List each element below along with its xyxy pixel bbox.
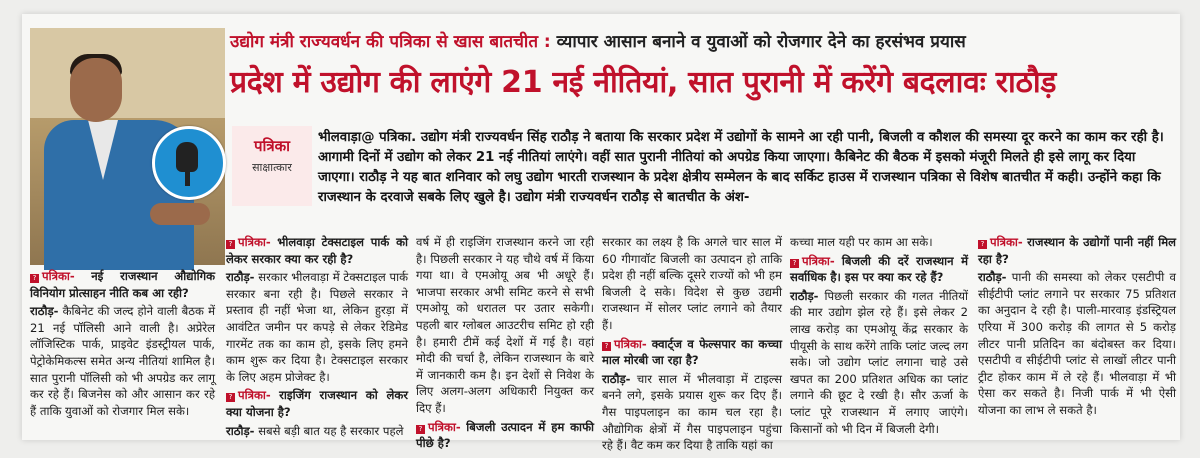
question (790, 253, 968, 286)
answer (978, 269, 1176, 418)
question-label: पत्रिका- (238, 235, 271, 249)
kicker-red: उद्योग मंत्री राज्यवर्धन की पत्रिका से खास बातचीत : (230, 32, 551, 52)
question (30, 268, 215, 301)
answer-text: कैबिनेट की जल्द होने वाली बैठक में 21 नई पॉलिसी आने वाली है। अप्रेरेल लॉजिस्टिक पार्क, प्राइवेट इंडस्ट्रीयल पार्क, पेट्रोकेमिकल्स समेत अन्य नीतियां शामिल है। सात पुरानी पॉलिसी को भी अपग्रेड कर लागू कर रहे हैं। बिजनेस को और आसान कर रहे हैं ताकि युवाओं को रोजगार मिल सके। (30, 304, 215, 418)
intro-paragraph (318, 128, 1174, 228)
column-2 (226, 232, 408, 437)
intro-text: उद्योग मंत्री राज्यवर्धन सिंह राठौड़ ने बताया कि सरकार प्रदेश में उद्योगों के सामने आ रही पानी, बिजली व कौशल की समस्या दूर करने का काम कर रही है। आगामी दिनों में उद्योग को लेकर 21 नई नीतियां लाएंगे। वहीं सात पुरानी नीतियां को अपग्रेड किया जाएगा। कैबिनेट की बैठक में इसको मंजूरी मिलते ही इसे लागू कर दिया जाएगा। राठौड़ ने यह बात शनिवार को लघु उद्योग भारती राजस्थान के प्रदेश क्षेत्रीय सम्मेलन के बाद सर्किट हाउस में राजस्थान पत्रिका से विशेष बातचीत में कही। उन्होंने कहा कि राजस्थान के दरवाजे सबके लिए खुले है। उद्योग मंत्री राज्यवर्धन राठौड़ से बातचीत के अंश- (318, 130, 1164, 205)
qa-columns (30, 232, 1177, 453)
question-label: पत्रिका- (802, 253, 835, 268)
question-text: बिजली उत्पादन में हम काफी पीछे है? (416, 419, 595, 451)
question-text: क्वार्ट्ज व फेल्सपार का कच्चा माल मोरबी जा रहा है? (602, 336, 783, 368)
question-marker-icon: ? (416, 425, 425, 434)
answer (790, 288, 968, 437)
badge-subtitle: साक्षात्कार (252, 161, 292, 174)
interview-badge (152, 124, 234, 204)
answer (226, 269, 408, 385)
answer-text: पिछली सरकार की गलत नीतियों की मार उद्योग झेल रहे हैं। इसे लेकर 2 लाख करोड़ का एमओयू केंद्र सरकार के पीयूसी के साथ करेंगे ताकि प्लांट जल्द लग सके। जो उद्योग प्लांट लगाना चाहे उसे खपत का 200 प्रतिशत अधिक का प्लांट लगाने की छूट दे रखी है। सौर ऊर्जा के प्लांट पूरे राजस्थान में लगाए जाएंगे। किसानों को भी दिन में बिजली देगी। (790, 288, 969, 436)
kicker-black: व्यापार आसान बनाने व युवाओं को रोजगार देने का हरसंभव प्रयास (556, 32, 966, 52)
question-label: पत्रिका- (428, 419, 461, 434)
answer-label: राठौड़- (978, 270, 1007, 285)
answer-label: राठौड़- (790, 288, 819, 303)
question-text: नई राजस्थान औद्योगिक विनियोग प्रोत्साहन नीति कब आ रही? (30, 269, 216, 300)
microphone-icon (176, 142, 198, 172)
column-5 (790, 232, 968, 437)
question-marker-icon: ? (790, 259, 799, 268)
question-text: भीलवाड़ा टेक्सटाइल पार्क को लेकर सरकार क्या कर रही है? (226, 235, 409, 266)
kicker-line (230, 28, 1170, 56)
question-marker-icon: ? (226, 240, 235, 249)
headline: प्रदेश में उद्योग की लाएंगे 21 नई नीतियां, सात पुरानी में करेंगे बदलावः राठौड़ (230, 65, 1057, 100)
column-1 (30, 266, 215, 438)
question-label: पत्रिका- (42, 269, 75, 283)
answer-label: राठौड़- (30, 304, 59, 319)
question-marker-icon: ? (30, 274, 39, 283)
question (416, 419, 594, 452)
question-text: राइजिंग राजस्थान को लेकर क्या योजना है? (226, 388, 408, 419)
dateline: भीलवाड़ा@ पत्रिका. (318, 130, 417, 145)
column-4 (602, 232, 783, 453)
answer-continued: सरकार का लक्ष्य है कि अगले चार साल में 60 गीगावॉट बिजली का उत्पादन हो ताकि प्रदेश ही नहीं बल्कि दूसरे राज्यों को भी हम बिजली दे सके। विदेश से कुछ उद्यमी राजस्थान में सोलर प्लांट लगाने को तैयार हैं। (602, 235, 782, 332)
answer-label: राठौड़- (602, 371, 631, 386)
question-label: पत्रिका- (238, 388, 271, 403)
question-text: बिजली की दरें राजस्थान में सर्वाधिक है। इस पर क्या कर रहे हैं? (790, 253, 968, 285)
answer-text: चार साल में भीलवाड़ा में टाइल्स बनने लगे, इसके प्रयास शुरू कर दिए हैं। गैस पाइपलाइन का काम चल रहा है। औद्योगिक क्षेत्रों में गैस पाइपलाइन पहुंचा रहे हैं। वैट कम कर दिया है ताकि यहां का (602, 371, 782, 453)
column-3 (416, 232, 595, 451)
newspaper-clipping (22, 14, 1180, 453)
badge-title: पत्रिका (253, 137, 291, 155)
answer-continued: कच्चा माल यही पर काम आ सके। (790, 235, 933, 249)
answer-text: पानी की समस्या को लेकर एसटीपी व सीईटीपी प्लांट लगाने पर सरकार 75 प्रतिशत का अनुदान दे रही है। पाली-मारवाड़ इंडस्ट्रियल एरिया में 300 करोड़ की लागत से 5 करोड़ लीटर पानी प्रतिदिन का बंदोबस्त कर दिया। एसटीपी व सीईटीपी प्लांट से लाखों लीटर पानी ट्रीट होकर काम में ले रहे हैं। भीलवाड़ा में भी ऐसा कर सकते है। निजी पार्क में भी ऐसी योजना का लाभ ले सकते है। (978, 270, 1176, 417)
column-6 (978, 232, 1176, 437)
badge-label (232, 126, 312, 206)
question-marker-icon: ? (226, 393, 235, 402)
answer-text: सबसे बड़ी बात यह है सरकार पहले (258, 423, 404, 438)
answer (30, 303, 215, 419)
question (602, 336, 782, 369)
photo-hand (150, 203, 210, 225)
answer (602, 371, 782, 454)
answer (226, 423, 408, 440)
question-marker-icon: ? (978, 240, 987, 249)
question (226, 234, 408, 267)
answer-label: राठौड़- (226, 423, 255, 438)
photo-background (30, 28, 225, 118)
question-label: पत्रिका- (614, 336, 647, 351)
question (978, 234, 1176, 267)
question-label: पत्रिका- (990, 235, 1023, 249)
question-marker-icon: ? (602, 342, 611, 351)
answer-text: सरकार भीलवाड़ा में टेक्सटाइल पार्क सरकार बना रही है। पिछले सरकार ने प्रस्ताव ही नहीं भेजा था, लेकिन हुरड़ा में आवंटित जमीन पर कपड़े से लेकर रेडिमेड गारमेंट तक का काम हो, इसके लिए हमने काम शुरू कर दिया है। टेक्सटाइल सरकार के लिए अहम प्रोजेक्ट है। (226, 270, 408, 384)
question (226, 387, 408, 420)
answer-label: राठौड़- (226, 270, 255, 285)
photo-face (70, 58, 122, 122)
answer-continued: वर्ष में ही राइजिंग राजस्थान करने जा रही है। पिछली सरकार ने यह चौथे वर्ष में किया गया था। वे एमओयू अब भी अधूरे हैं। भाजपा सरकार अभी समिट करने से सभी एमओयू को धरातल पर उतार सकेगी। पहली बार ग्लोबल आउटरीच समिट हो रही है। हमारी टीमें कई देशों में गई है। वहां मोदी की चर्चा है, लेकिन राजस्थान के बारे में जानकारी कम है। इन देशों से निवेश के लिए अलग-अलग अधिकारी नियुक्त कर दिए हैं। (416, 235, 594, 415)
microphone-stick (185, 170, 190, 186)
question-text: राजस्थान के उद्योगों पानी नहीं मिल रहा है? (978, 235, 1177, 266)
